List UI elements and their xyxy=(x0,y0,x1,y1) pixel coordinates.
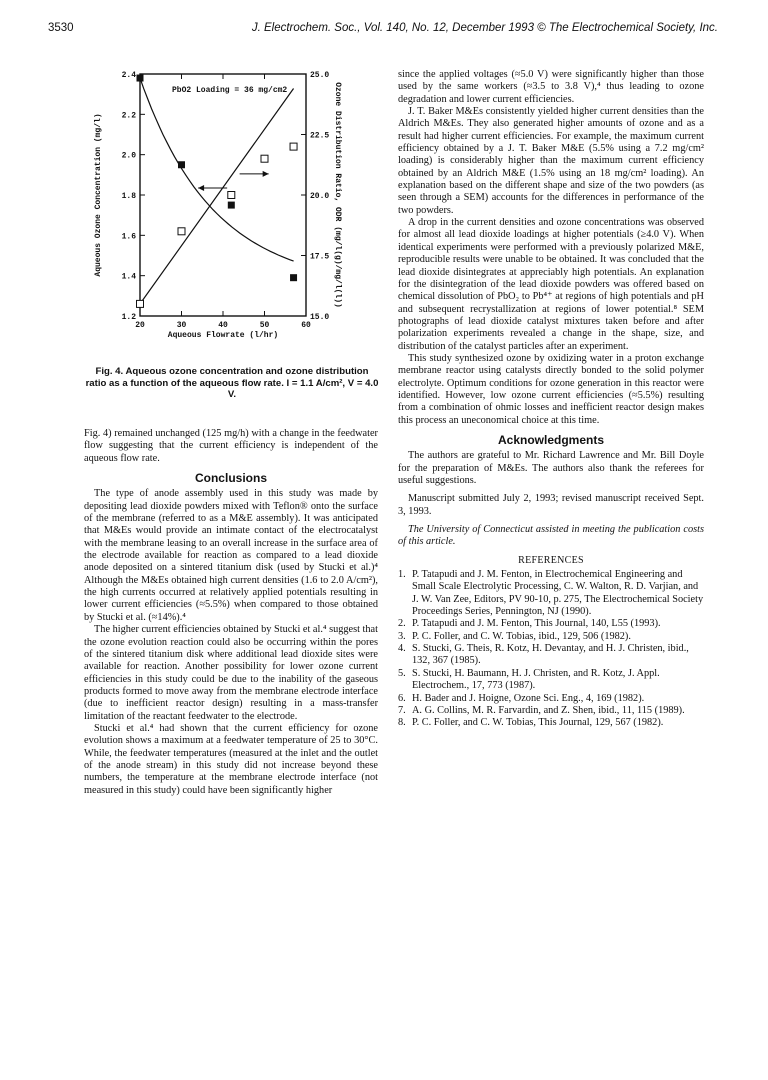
y-right-axis-label: Ozone Distribution Ratio, ODR (mg/l(g)/mg/l(l)) xyxy=(333,82,342,308)
x-axis-label: Aqueous Flowrate (l/hr) xyxy=(167,331,279,340)
manuscript-note: Manuscript submitted July 2, 1993; revised manuscript received Sept. 3, 1993. xyxy=(398,493,704,517)
reference-number: 7. xyxy=(398,704,406,716)
right-column xyxy=(398,69,704,730)
concentration-point xyxy=(228,202,235,209)
paragraph: J. T. Baker M&Es consistently yielded higher current densities than the Aldrich M&Es. They also generated higher amounts of ozone and as a result had higher current efficiencies. For example, the maximum current efficiency obtained by a J. T. Baker M&E (5.5% using a 7.2 mg/cm² loading) is considerably higher than the maximum current efficiency obtained by an Aldrich M&E (1.5% using an 18 mg/cm² loading). An explanation based on the different shape and size of the two powders (as seen through a SEM) accounts for the differences in performance of the two powders. xyxy=(398,106,704,216)
right-arrow-head xyxy=(263,171,269,177)
reference-text: A. G. Collins, M. R. Farvardin, and Z. Shen, ibid., 11, 115 (1989). xyxy=(412,704,685,716)
reference-number: 2. xyxy=(398,618,406,630)
reference-item xyxy=(398,569,704,618)
y-left-tick-label: 2.2 xyxy=(121,111,136,121)
odr-point xyxy=(290,143,297,150)
y-right-tick-label: 22.5 xyxy=(310,131,330,141)
loading-annotation: PbO2 Loading = 36 mg/cm2 xyxy=(172,86,288,95)
reference-item xyxy=(398,705,704,717)
paragraph: The type of anode assembly used in this study was made by depositing lead dioxide powders mixed with Teflon® onto the surface of the membrane (referred to as a M&E assembly). It was anticipated that M&Es would provide an intimate contact of the electrocatalyst with the membrane leasing to an overall increase in the surface area of the electrode available for reaction as compared to a lead dioxide anode deposited on a sintered titanium disk (used by Stucki et al.)⁴ Although the M&Es obtained high current densities (1.6 to 2.0 A/cm²), the high currents occurred at relatively applied potentials resulting in lower current efficiencies (≈5.5%) when compared to those obtained by Stucki et al. (≈14%).⁴ xyxy=(84,488,378,623)
acknowledgments-heading: Acknowledgments xyxy=(497,432,605,447)
figure-4 xyxy=(86,62,386,362)
reference-item xyxy=(398,643,704,668)
reference-text: P. Tatapudi and J. M. Fenton, This Journal, 140, L55 (1993). xyxy=(412,618,661,630)
y-left-tick-label: 1.4 xyxy=(121,272,136,282)
y-right-tick-label: 25.0 xyxy=(310,71,330,80)
odr-point xyxy=(178,228,185,235)
y-left-tick-label: 2.4 xyxy=(121,71,136,80)
y-right-tick-label: 15.0 xyxy=(310,313,330,322)
x-tick-label: 20 xyxy=(135,321,145,330)
y-left-axis-label: Aqueous Ozone Concentration (mg/l) xyxy=(94,113,103,277)
reference-number: 6. xyxy=(398,692,406,704)
y-left-tick-label: 1.6 xyxy=(121,232,136,242)
references-heading: REFERENCES xyxy=(518,554,584,566)
left-column xyxy=(84,428,378,797)
reference-item xyxy=(398,717,704,729)
reference-item xyxy=(398,618,704,630)
reference-list xyxy=(398,569,704,729)
odr-point xyxy=(137,300,144,307)
reference-number: 5. xyxy=(398,667,406,679)
paragraph: Fig. 4) remained unchanged (125 mg/h) with a change in the feedwater flow suggesting that the current efficiency is independent of the aqueous flow rate. xyxy=(84,428,378,464)
paragraph: since the applied voltages (≈5.0 V) were significantly higher than those used by the same workers (≈3.5 to 3.8 V),⁴ thus leading to ozone degradation and lower current efficiencies. xyxy=(398,69,704,105)
x-tick-label: 50 xyxy=(259,321,270,330)
volume-info: Vol. 140, No. 12, December 1993 © The Electrochemical Society, Inc. xyxy=(363,22,718,34)
concentration-point xyxy=(290,274,297,281)
reference-item xyxy=(398,668,704,693)
reference-item xyxy=(398,693,704,705)
odr-point xyxy=(261,155,268,162)
y-left-tick-label: 1.2 xyxy=(121,313,136,322)
odr-point xyxy=(228,192,235,199)
y-left-tick-label: 2.0 xyxy=(121,151,136,161)
concentration-point xyxy=(137,75,144,82)
publication-note: The University of Connecticut assisted in meeting the publication costs of this article. xyxy=(398,524,704,548)
page-number: 3530 xyxy=(48,22,74,34)
reference-text: H. Bader and J. Hoigne, Ozone Sci. Eng., 4, 169 (1982). xyxy=(412,692,645,704)
figure-caption: Fig. 4. Aqueous ozone concentration and ozone distribution ratio as a function of the aqueous flow rate. I = 1.1 A/cm², V = 4.0 V. xyxy=(85,366,379,401)
reference-number: 3. xyxy=(398,630,406,642)
reference-text: P. Tatapudi and J. M. Fenton, in Electrochemical Engineering and Small Scale Electrolytic Processing, C. W. Walton, R. D. Varjian, and J. W. Van Zee, Editors, PV 90-10, p. 275, The Electrochemical Society Proceedings Series, Pennington, NJ (1990). xyxy=(412,569,704,618)
y-right-tick-label: 17.5 xyxy=(310,252,330,262)
paragraph: Stucki et al.⁴ had shown that the current efficiency for ozone evolution shows a maximum at a feedwater temperature of 25 to 30°C. While, the feedwater temperatures (measured at the inlet and the outlet of the anode stream) in this study did not increase beyond these numbers, the temperature at the membrane electrode interface (not measured in this study) could have been significantly higher xyxy=(84,722,378,796)
concentration-curve xyxy=(140,78,294,261)
page-header xyxy=(48,22,718,40)
concentration-point xyxy=(178,161,185,168)
journal-citation xyxy=(252,22,718,34)
conclusions-heading: Conclusions xyxy=(194,471,267,486)
x-tick-label: 40 xyxy=(218,321,228,330)
y-left-tick-label: 1.8 xyxy=(121,192,136,201)
paragraph: This study synthesized ozone by oxidizing water in a proton exchange membrane reactor using catalysts directly bonded to the solid polymer electrolyte. Optimum conditions for ozone generation in this reactor were identified. However, low ozone current efficiencies (≈5.5%) resulting from a combination of ohmic losses and inefficient reactor design makes this process an uneconomical choice at this time. xyxy=(398,352,704,426)
reference-number: 1. xyxy=(398,569,406,581)
reference-text: P. C. Foller, and C. W. Tobias, ibid., 129, 506 (1982). xyxy=(412,630,631,642)
x-tick-label: 30 xyxy=(176,321,187,330)
reference-text: S. Stucki, H. Baumann, H. J. Christen, and R. Kotz, J. Appl. Electrochem., 17, 773 (1987). xyxy=(412,667,660,692)
reference-text: P. C. Foller, and C. W. Tobias, This Journal, 129, 567 (1982). xyxy=(412,717,664,729)
journal-name: J. Electrochem. Soc., xyxy=(251,22,361,34)
plot-frame xyxy=(140,74,306,316)
reference-text: S. Stucki, G. Theis, R. Kotz, H. Devantay, and H. J. Christen, ibid., 132, 367 (1985). xyxy=(412,643,689,667)
odr-line xyxy=(140,89,294,304)
ozone-chart xyxy=(86,62,386,362)
left-arrow-head xyxy=(198,185,204,191)
y-right-tick-label: 20.0 xyxy=(310,192,330,201)
reference-item xyxy=(398,631,704,643)
reference-number: 8. xyxy=(398,717,406,729)
paragraph: A drop in the current densities and ozone concentrations was observed for almost all lead dioxide loadings at higher potentials (≥4.0 V). When identical experiments were performed with a previously polarized M&E, reproducible results were unable to be obtained. It was concluded that the lead dioxide disintegrates at appreciably high potentials. An explanation for the disintegration of the lead dioxide powders was offered based on chemical dissolution of PbO₂ to Pb⁴⁺ at regions of high potentials and pH and subsequent recrystallization at regions of lower potential.⁸ SEM photographs of lead dioxide catalyst mixtures taken before and after polarization experiments revealed a change in the shape, size, and distribution of the catalyst particles after an experiment. xyxy=(398,217,704,352)
paragraph: The higher current efficiencies obtained by Stucki et al.⁴ suggest that the ozone evolution reaction could also be occurring within the pores of the sintered titanium disk where additional lead dioxide sites were available for reaction. Another possibility for lower ozone current efficiencies in this study could be due to the inability of the gaseous products formed to move away from the membrane electrode interface (due to inefficient reactor design) resulting in a mass-transfer limitation of the reactant feedwater to the electrode. xyxy=(84,624,378,722)
x-tick-label: 60 xyxy=(301,321,311,330)
paragraph: The authors are grateful to Mr. Richard Lawrence and Mr. Bill Doyle for the preparation of M&Es. The authors also thank the referees for useful suggestions. xyxy=(398,450,704,486)
reference-number: 4. xyxy=(398,643,406,655)
